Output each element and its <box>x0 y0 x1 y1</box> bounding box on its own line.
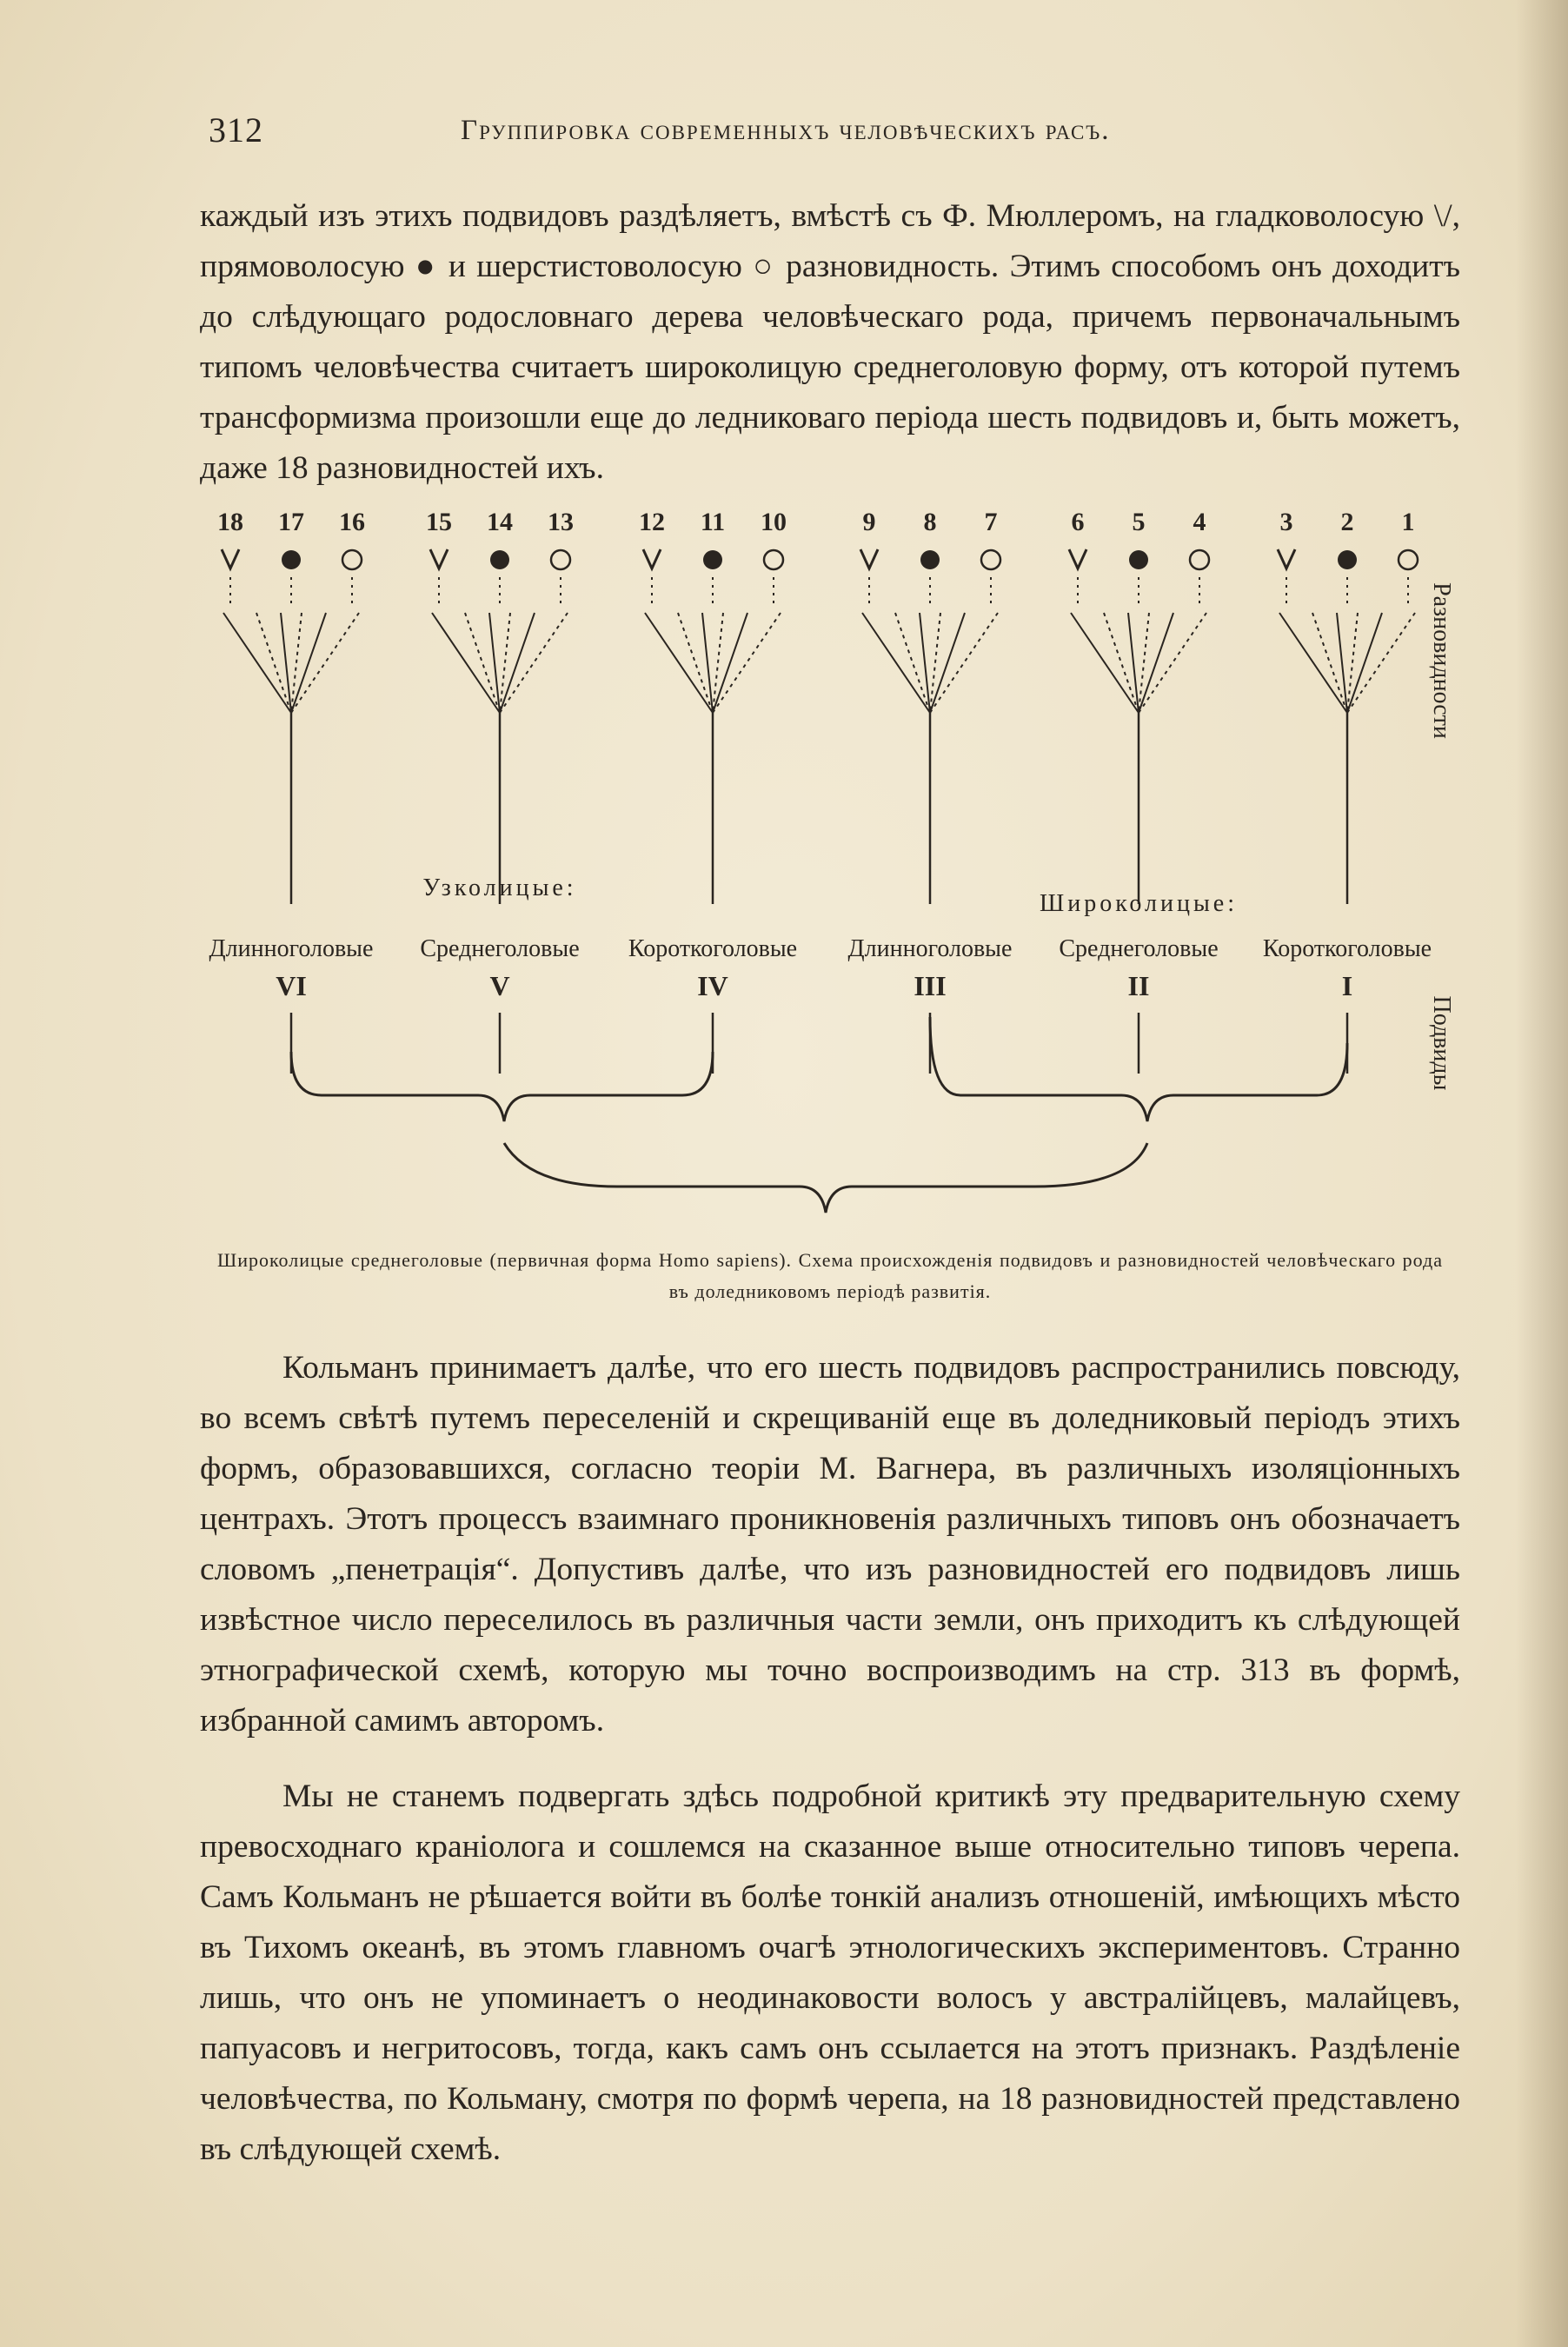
variety-number: 16 <box>339 508 365 536</box>
narrow-faced-label: Узколицые: <box>422 874 577 901</box>
branch-line <box>920 613 930 713</box>
branch-line <box>1139 613 1206 713</box>
subtype-numeral: IV <box>697 970 728 1001</box>
subtype-numeral: VI <box>276 970 307 1001</box>
branch-line <box>432 613 500 713</box>
page-edge-shadow <box>1516 0 1568 2347</box>
subtype-label: Длинноголовые <box>847 935 1013 962</box>
branch-line <box>1347 613 1415 713</box>
woolly-hair-symbol <box>1190 550 1209 569</box>
variety-number: 1 <box>1401 508 1415 536</box>
subtype-label: Среднеголовые <box>1059 935 1219 962</box>
variety-number: 13 <box>548 508 574 536</box>
running-head: Группировка современныхъ человѣческихъ расъ. <box>461 115 1111 146</box>
smooth-hair-symbol <box>1069 549 1086 568</box>
smooth-hair-symbol <box>430 549 448 568</box>
straight-hair-symbol <box>282 550 301 569</box>
straight-hair-symbol <box>490 550 509 569</box>
branch-line <box>645 613 713 713</box>
branch-line <box>1128 613 1139 713</box>
branch-line <box>500 613 568 713</box>
variety-number: 10 <box>761 508 787 536</box>
branch-line <box>291 613 359 713</box>
variety-number: 11 <box>700 508 726 536</box>
branch-line <box>1337 613 1347 713</box>
variety-number: 8 <box>923 508 937 536</box>
paragraph-critique: Мы не станемъ подвергать здѣсь подробной критикѣ эту предварительную схему превосходнаго краніолога и сошлемся на сказанное выше относительно типовъ черепа. Самъ Кольманъ не рѣшается войти въ болѣе тонкій анализъ отношеній, имѣющихъ мѣсто въ Тихомъ океанѣ, въ этомъ главномъ очагѣ этнологическихъ экспериментовъ. Странно лишь, что онъ не упоминаетъ о неодинаковости волосъ у австралійцевъ, малайцевъ, папуасовъ и негритосовъ, тогда, какъ самъ онъ ссылается на этотъ признакъ. Раздѣленіе человѣчества, по Кольману, смотря по формѣ черепа, на 18 разновидностей представлено въ слѣдующей схемѣ. <box>200 1779 1460 2167</box>
paragraph-intro: каждый изъ этихъ подвидовъ раздѣляетъ, вмѣстѣ съ Ф. Мюллеромъ, на гладковолосую \/, прямоволосую ● и шерстистоволосую ○ разновидность. Этимъ способомъ онъ доходитъ до слѣдующаго родословнаго дерева человѣческаго рода, причемъ первоначальнымъ типомъ человѣчества считаетъ широколицую среднеголовую форму, отъ которой путемъ трансформизма произошли еще до ледниковаго періода шесть подвидовъ и, быть можетъ, даже 18 разновидностей ихъ. <box>200 198 1460 486</box>
variety-number: 3 <box>1279 508 1293 536</box>
straight-hair-symbol <box>1129 550 1148 569</box>
variety-number: 15 <box>426 508 452 536</box>
page-number: 312 <box>209 110 263 150</box>
branch-line <box>713 613 781 713</box>
variety-number: 2 <box>1340 508 1354 536</box>
woolly-hair-symbol <box>551 550 570 569</box>
branch-line <box>223 613 291 713</box>
variety-number: 12 <box>639 508 665 536</box>
subtype-label: Короткоголовые <box>628 935 798 962</box>
variety-number: 9 <box>862 508 876 536</box>
straight-hair-symbol <box>1338 550 1357 569</box>
phylogenetic-tree-figure <box>200 495 1460 1313</box>
variety-number: 7 <box>984 508 998 536</box>
subtype-label: Среднеголовые <box>420 935 580 962</box>
smooth-hair-symbol <box>860 549 878 568</box>
tree-diagram <box>200 495 1460 1243</box>
common-origin-brace <box>504 1143 1147 1213</box>
branch-line <box>489 613 500 713</box>
subtype-numeral: III <box>914 970 947 1001</box>
smooth-hair-symbol <box>222 549 239 568</box>
variety-number: 18 <box>217 508 243 536</box>
branch-line <box>862 613 930 713</box>
variety-number: 4 <box>1193 508 1206 536</box>
figure-caption: Широколицые среднеголовые (первичная форма Homo sapiens). Схема происхожденія подвидовъ и разновидностей человѣческаго рода въ доледниковомъ періодѣ развитія. <box>217 1249 1443 1302</box>
broad-faced-label: Широколицые: <box>1039 890 1239 917</box>
paragraph-kollmann-migration: Кольманъ принимаетъ далѣе, что его шесть подвидовъ распространились повсюду, во всемъ свѣтѣ путемъ переселеній и скрещиваній еще въ доледниковый періодъ этихъ формъ, образовавшихся, согласно теоріи М. Вагнера, въ различныхъ изоляціонныхъ центрахъ. Этотъ процессъ взаимнаго проникновенія различныхъ типовъ онъ обозначаетъ словомъ „пенетрація“. Допустивъ далѣе, что изъ разновидностей его подвидовъ лишь извѣстное число переселилось въ различныя части земли, онъ приходитъ къ слѣдующей этнографической схемѣ, которую мы точно воспроизводимъ на стр. 313 въ формѣ, избранной самимъ авторомъ. <box>200 1350 1460 1739</box>
branch-line <box>281 613 291 713</box>
smooth-hair-symbol <box>643 549 661 568</box>
woolly-hair-symbol <box>1399 550 1418 569</box>
subtype-label: Длинноголовые <box>209 935 374 962</box>
woolly-hair-symbol <box>342 550 362 569</box>
woolly-hair-symbol <box>981 550 1000 569</box>
left-group-brace <box>291 1052 713 1121</box>
straight-hair-symbol <box>920 550 940 569</box>
variety-number: 5 <box>1132 508 1146 536</box>
branch-line <box>702 613 713 713</box>
branch-line <box>1279 613 1347 713</box>
variety-number: 14 <box>487 508 513 536</box>
subtype-numeral: V <box>489 970 510 1001</box>
subtype-numeral: I <box>1341 970 1353 1001</box>
varieties-side-label: Разновидности <box>1428 582 1455 739</box>
subtypes-side-label: Подвиды <box>1428 995 1455 1091</box>
variety-number: 6 <box>1071 508 1085 536</box>
woolly-hair-symbol <box>764 550 783 569</box>
subtype-numeral: II <box>1127 970 1150 1001</box>
straight-hair-symbol <box>703 550 722 569</box>
branch-line <box>930 613 998 713</box>
subtype-label: Короткоголовые <box>1262 935 1432 962</box>
variety-number: 17 <box>278 508 304 536</box>
smooth-hair-symbol <box>1278 549 1295 568</box>
branch-line <box>1071 613 1139 713</box>
